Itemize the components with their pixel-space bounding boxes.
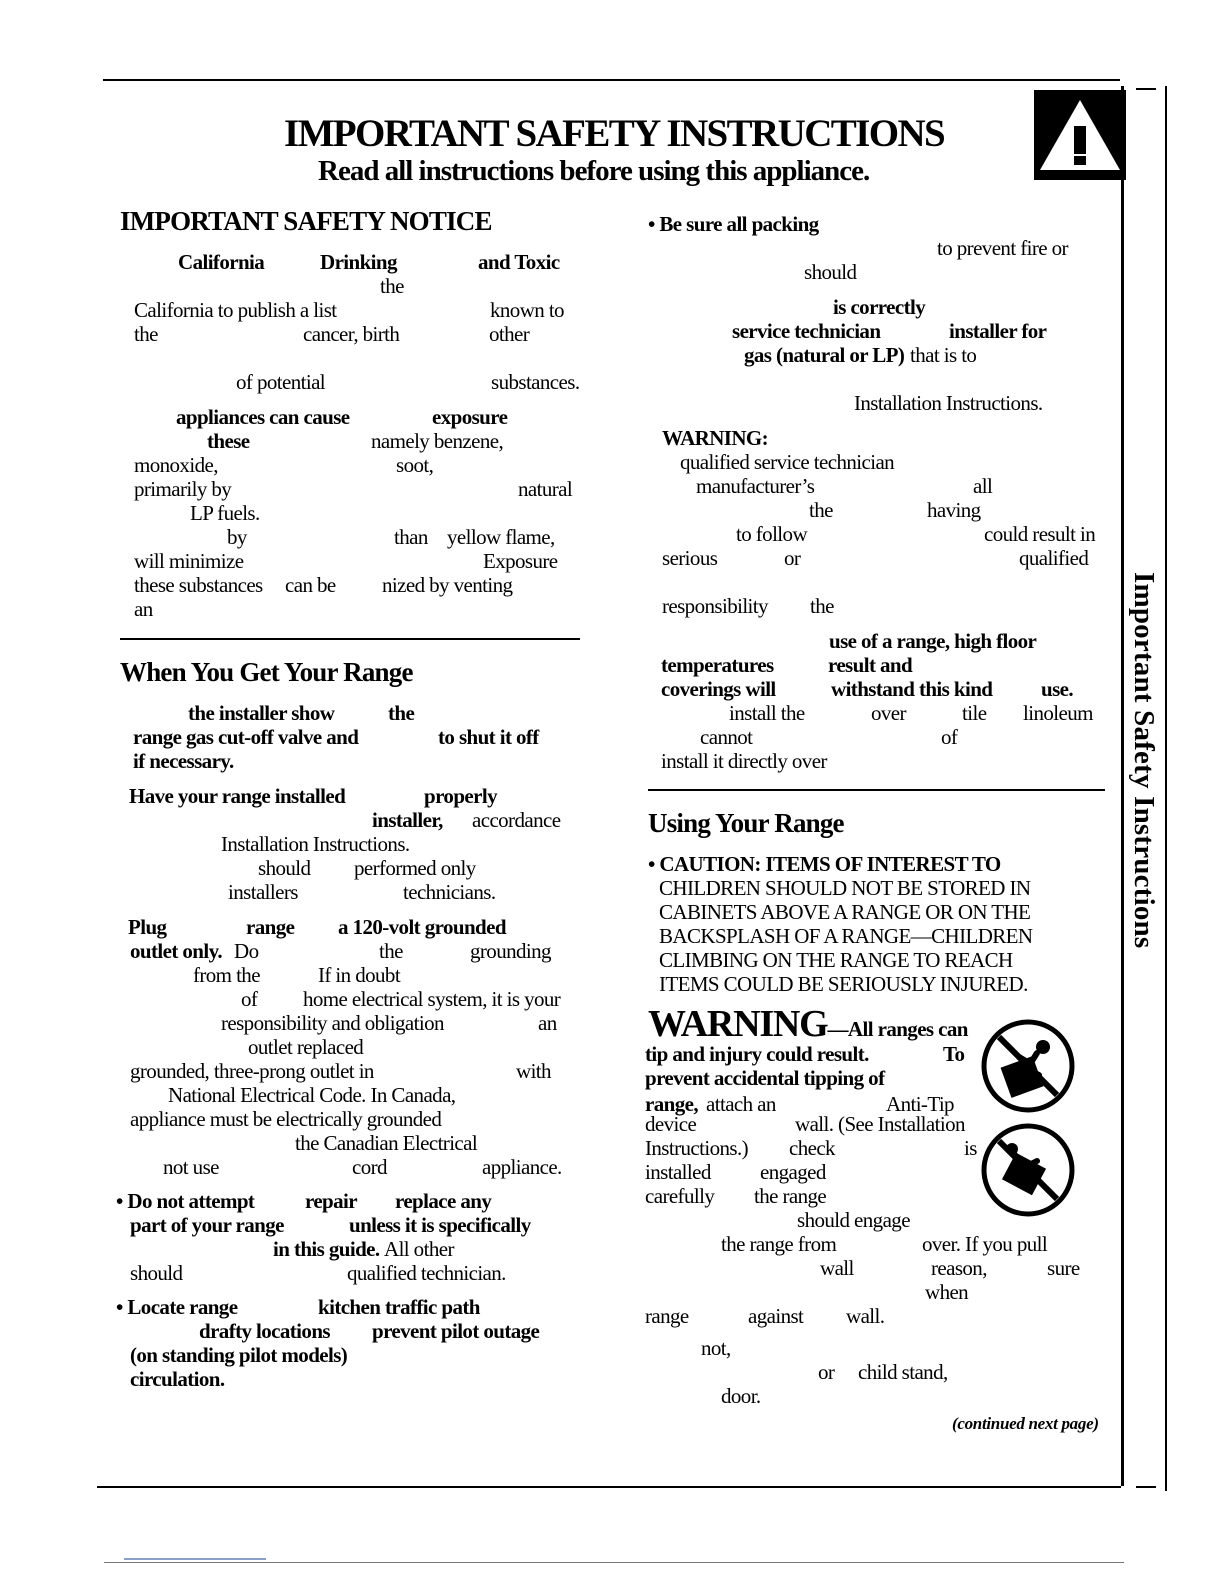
warning-frag: carefully <box>645 1184 715 1208</box>
get-range-frag: outlet only. <box>130 939 222 963</box>
get-range-frag: kitchen traffic path <box>318 1295 480 1319</box>
warning-frag: wall. <box>846 1304 885 1328</box>
right-frag: all <box>973 474 993 498</box>
get-range-frag: outlet replaced <box>248 1035 364 1059</box>
right-frag: to prevent fire or <box>937 236 1068 260</box>
get-range-frag: circulation. <box>130 1367 225 1391</box>
using-range-heading: Using Your Range <box>648 808 844 838</box>
get-range-frag: the <box>379 939 403 963</box>
right-frag: having <box>927 498 981 522</box>
right-frag: over <box>871 701 906 725</box>
warning-line <box>648 1004 968 1044</box>
right-section-divider <box>648 789 1105 791</box>
caution-line: CHILDREN SHOULD NOT BE STORED IN <box>659 876 1031 900</box>
get-range-frag: the <box>388 701 415 725</box>
get-range-frag: if necessary. <box>133 749 234 773</box>
get-range-frag: the Canadian Electrical <box>295 1131 478 1155</box>
get-range-frag: grounded, three-prong outlet in <box>130 1059 374 1083</box>
get-range-frag: performed only <box>354 856 476 880</box>
get-range-frag: If in doubt <box>318 963 401 987</box>
footer-rule <box>104 1562 1124 1563</box>
get-range-frag: repair <box>305 1189 357 1213</box>
get-range-frag: • Do not attempt <box>116 1189 255 1213</box>
no-tipping-range-icon <box>979 1121 1077 1219</box>
notice-frag: monoxide, <box>134 453 218 477</box>
get-range-frag: with <box>516 1059 551 1083</box>
right-frag: service technician <box>732 319 881 343</box>
get-range-frag: in this guide. <box>273 1237 380 1261</box>
get-range-frag: Have your range installed <box>129 784 346 808</box>
get-range-frag: part of your range <box>130 1213 284 1237</box>
page-title: IMPORTANT SAFETY INSTRUCTIONS <box>284 112 945 155</box>
get-range-frag: installer, <box>372 808 443 832</box>
top-rule-right <box>1136 88 1156 90</box>
right-frag: that is to <box>910 343 977 367</box>
page-subtitle: Read all instructions before using this appliance. <box>318 155 870 187</box>
get-range-frag: accordance <box>472 808 561 832</box>
warning-word: WARNING <box>648 1003 828 1045</box>
warning-frag: is <box>964 1136 977 1160</box>
notice-frag: of potential <box>236 370 326 394</box>
right-frag: use of a range, high floor <box>829 629 1037 653</box>
warning-frag: range, <box>645 1092 698 1116</box>
get-range-frag: unless it is specifically <box>349 1213 531 1237</box>
warning-frag: To <box>943 1042 965 1066</box>
notice-heading: IMPORTANT SAFETY NOTICE <box>120 206 492 236</box>
warning-frag: over. If you pull <box>922 1232 1048 1256</box>
get-range-frag: grounding <box>470 939 551 963</box>
notice-frag: natural <box>518 477 573 501</box>
notice-frag: primarily by <box>134 477 232 501</box>
warning-frag: attach an <box>706 1092 776 1116</box>
warning-frag: prevent accidental tipping of <box>645 1066 885 1090</box>
left-section-divider <box>120 638 580 640</box>
get-range-frag: not use <box>163 1155 219 1179</box>
get-range-frag: range gas cut-off valve and <box>133 725 359 749</box>
no-climbing-range-icon <box>979 1017 1077 1115</box>
get-range-frag: Plug <box>128 915 167 939</box>
right-border-line <box>1121 86 1124 1486</box>
right-frag: • Be sure all packing <box>648 212 819 236</box>
right-frag: or <box>784 546 801 570</box>
sidebar-vertical-title: Important Safety Instructions <box>1128 572 1160 949</box>
right-frag: qualified <box>1019 546 1089 570</box>
right-frag: WARNING: <box>662 426 769 450</box>
notice-frag: soot, <box>396 453 434 477</box>
get-range-frag: an <box>538 1011 557 1035</box>
get-range-frag: Do <box>234 939 259 963</box>
warning-frag: device <box>645 1112 697 1136</box>
notice-frag: California to publish a list <box>134 298 337 322</box>
get-range-frag: to shut it off <box>438 725 539 749</box>
get-range-frag: cord <box>352 1155 387 1179</box>
notice-frag: exposure <box>432 405 508 429</box>
warning-frag: sure <box>1047 1256 1080 1280</box>
get-range-frag: a 120-volt grounded <box>338 915 506 939</box>
warning-frag: the range from <box>721 1232 837 1256</box>
notice-frag: the <box>134 322 158 346</box>
right-frag: coverings will <box>661 677 776 701</box>
get-range-frag: replace any <box>395 1189 492 1213</box>
get-range-frag: (on standing pilot models) <box>130 1343 348 1367</box>
bottom-rule <box>97 1486 1121 1488</box>
right-frag: linoleum <box>1023 701 1093 725</box>
continued-note: (continued next page) <box>952 1414 1099 1433</box>
get-range-frag: qualified technician. <box>347 1261 506 1285</box>
caution-line: • CAUTION: ITEMS OF INTEREST TO <box>648 852 1001 876</box>
notice-frag: an <box>134 597 153 621</box>
far-right-edge-line <box>1165 86 1167 1491</box>
warning-frag: installed <box>645 1160 711 1184</box>
notice-frag: nized by venting <box>382 573 513 597</box>
warning-frag: the range <box>754 1184 827 1208</box>
notice-frag: known to <box>490 298 564 322</box>
right-frag: install it directly over <box>661 749 827 773</box>
get-range-frag: home electrical system, it is your <box>303 987 561 1011</box>
right-frag: cannot <box>700 725 753 749</box>
right-frag: gas (natural or LP) <box>744 343 905 367</box>
get-range-frag: drafty locations <box>199 1319 330 1343</box>
notice-frag: will minimize <box>134 549 244 573</box>
get-range-frag: appliance must be electrically grounded <box>130 1107 442 1131</box>
get-range-frag: of <box>241 987 258 1011</box>
get-range-frag: the installer show <box>188 701 335 725</box>
get-range-frag: should <box>258 856 311 880</box>
right-frag: tile <box>962 701 987 725</box>
notice-frag: these <box>207 429 250 453</box>
notice-frag: Exposure <box>483 549 558 573</box>
warning-rest: —All ranges can <box>827 1017 968 1041</box>
right-frag: the <box>810 594 834 618</box>
notice-frag: and Toxic <box>478 250 560 274</box>
warning-frag: check <box>789 1136 835 1160</box>
get-range-frag: properly <box>424 784 497 808</box>
get-range-frag: • Locate range <box>116 1295 238 1319</box>
get-range-frag: range <box>246 915 295 939</box>
notice-frag: yellow flame, <box>447 525 555 549</box>
get-range-frag: installers <box>228 880 298 904</box>
right-frag: manufacturer’s <box>696 474 815 498</box>
right-frag: installer for <box>949 319 1047 343</box>
get-range-frag: prevent pilot outage <box>372 1319 540 1343</box>
notice-frag: substances. <box>491 370 580 394</box>
get-range-frag: Installation Instructions. <box>221 832 410 856</box>
notice-frag: by <box>227 525 247 549</box>
warning-frag: wall. (See Installation <box>795 1112 965 1136</box>
right-frag: serious <box>662 546 718 570</box>
warning-frag: or <box>818 1360 835 1384</box>
bottom-rule-right <box>1136 1486 1156 1488</box>
notice-frag: Drinking <box>320 250 397 274</box>
warning-triangle-icon <box>1034 90 1126 180</box>
caution-line: BACKSPLASH OF A RANGE—CHILDREN <box>659 924 1033 948</box>
warning-frag: not, <box>701 1336 731 1360</box>
right-frag: qualified service technician <box>680 450 895 474</box>
warning-frag: against <box>748 1304 804 1328</box>
warning-frag: reason, <box>931 1256 987 1280</box>
right-frag: Installation Instructions. <box>854 391 1043 415</box>
right-frag: result and <box>828 653 913 677</box>
right-frag: should <box>804 260 857 284</box>
get-range-frag: should <box>130 1261 183 1285</box>
get-range-heading: When You Get Your Range <box>120 657 413 687</box>
get-range-frag: responsibility and obligation <box>221 1011 444 1035</box>
get-range-frag: technicians. <box>403 880 496 904</box>
warning-frag: tip and injury could result. <box>645 1042 869 1066</box>
notice-frag: LP fuels. <box>190 501 260 525</box>
notice-frag: California <box>178 250 265 274</box>
warning-frag: child stand, <box>858 1360 948 1384</box>
right-frag: temperatures <box>661 653 774 677</box>
notice-frag: than <box>394 525 428 549</box>
right-frag: the <box>809 498 833 522</box>
warning-frag: Instructions.) <box>645 1136 748 1160</box>
right-frag: could result in <box>984 522 1096 546</box>
warning-frag: wall <box>820 1256 854 1280</box>
right-frag: to follow <box>736 522 808 546</box>
warning-frag: range <box>645 1304 689 1328</box>
right-frag: is correctly <box>833 295 926 319</box>
get-range-frag: appliance. <box>482 1155 562 1179</box>
get-range-frag: National Electrical Code. In Canada, <box>168 1083 456 1107</box>
notice-frag: namely benzene, <box>371 429 504 453</box>
notice-frag: these substances <box>134 573 263 597</box>
warning-frag: Anti-Tip <box>886 1092 954 1116</box>
right-frag: use. <box>1041 677 1074 701</box>
warning-frag: door. <box>721 1384 761 1408</box>
notice-frag: other <box>489 322 530 346</box>
right-frag: install the <box>729 701 805 725</box>
caution-line: CLIMBING ON THE RANGE TO REACH <box>659 948 1013 972</box>
right-frag: responsibility <box>662 594 768 618</box>
caution-line: ITEMS COULD BE SERIOUSLY INJURED. <box>659 972 1028 996</box>
caution-line: CABINETS ABOVE A RANGE OR ON THE <box>659 900 1031 924</box>
notice-frag: can be <box>285 573 336 597</box>
top-rule <box>103 79 1120 81</box>
right-frag: of <box>941 725 958 749</box>
warning-frag: engaged <box>760 1160 826 1184</box>
right-frag: withstand this kind <box>831 677 993 701</box>
get-range-frag: from the <box>193 963 260 987</box>
notice-frag: the <box>380 274 404 298</box>
notice-frag: cancer, birth <box>303 322 400 346</box>
footer-rule-accent <box>124 1558 266 1560</box>
warning-frag: when <box>925 1280 969 1304</box>
notice-frag: appliances can cause <box>176 405 350 429</box>
get-range-frag: All other <box>384 1237 454 1261</box>
warning-frag: should engage <box>797 1208 910 1232</box>
